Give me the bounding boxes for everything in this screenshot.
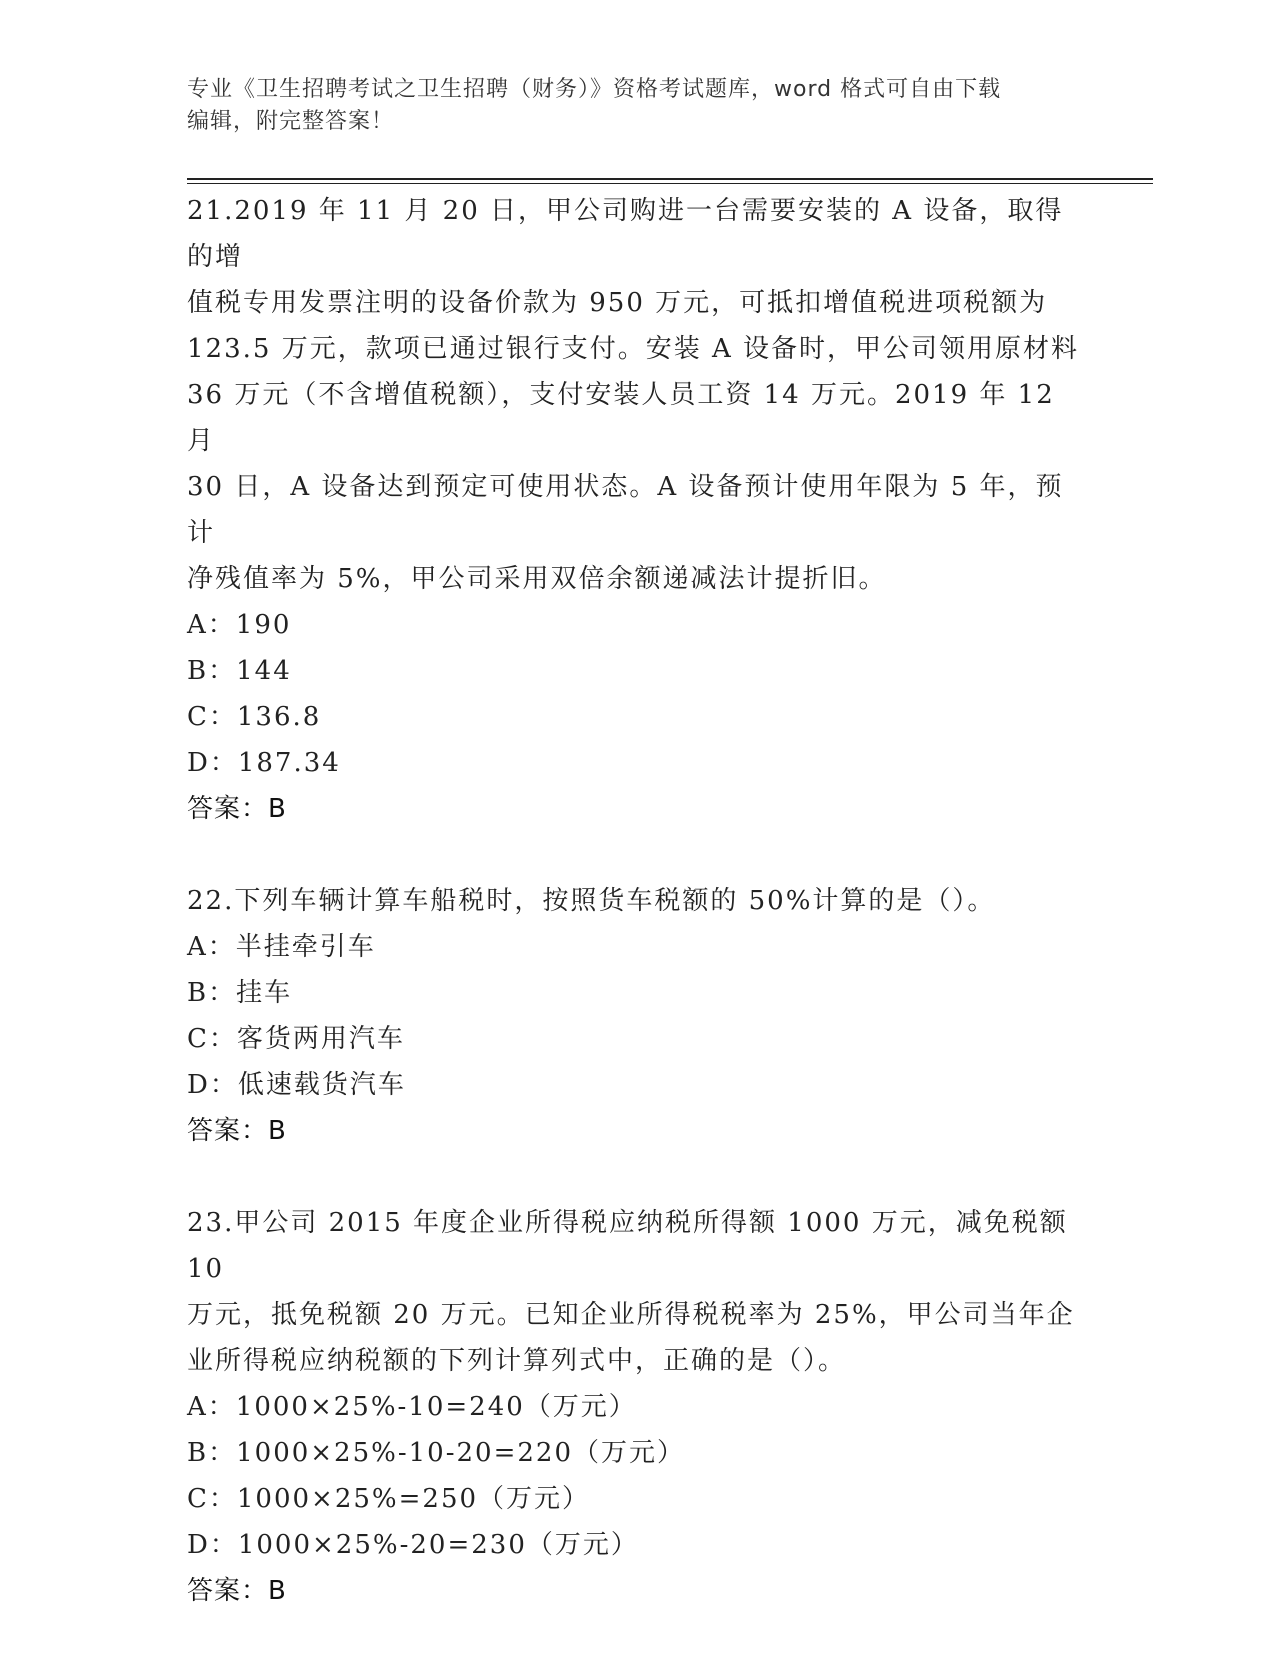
question-list	[187, 188, 1087, 1660]
header-divider-thick	[187, 178, 1153, 180]
option-a: A：190	[187, 610, 292, 640]
question-22	[187, 878, 1087, 1154]
question-stem: 22.下列车辆计算车船税时，按照货车税额的 50%计算的是（）。	[187, 886, 996, 916]
option-d: D：187.34	[187, 748, 341, 778]
question-stem: 21.2019 年 11 月 20 日，甲公司购进一台需要安装的 A 设备，取得的增 值税专用发票注明的设备价款为 950 万元，可抵扣增值税进项税额为 123.5 万元，款项已通过银行支付。安装 A 设备时，甲公司领用原材料 36 万元（不含增值税额），支付安装人员工资 14 万元。2019 年 12 月 30 日，A 设备达到预定可使用状态。A 设备预计使用年限为 5 年，预计 净残值率为 5%，甲公司采用双倍余额递减法计提折旧。	[187, 196, 1080, 594]
option-c: C：客货两用汽车	[187, 1024, 405, 1054]
header-divider-thin	[187, 183, 1153, 184]
option-d: D：低速载货汽车	[187, 1070, 406, 1100]
question-21	[187, 188, 1087, 832]
option-c: C：1000×25%=250（万元）	[187, 1484, 591, 1514]
option-d: D：1000×25%-20=230（万元）	[187, 1530, 639, 1560]
option-b: B：144	[187, 656, 292, 686]
answer-label: 答案：B	[187, 1116, 287, 1146]
option-a: A：半挂牵引车	[187, 932, 376, 962]
answer-label: 答案：B	[187, 1576, 287, 1606]
option-a: A：1000×25%-10=240（万元）	[187, 1392, 637, 1422]
answer-label: 答案：B	[187, 794, 287, 824]
option-c: C：136.8	[187, 702, 322, 732]
question-stem: 23.甲公司 2015 年度企业所得税应纳税所得额 1000 万元，减免税额 10 万元，抵免税额 20 万元。已知企业所得税税率为 25%，甲公司当年企 业所得税应纳税额的下列计算列式中，正确的是（）。	[187, 1208, 1075, 1376]
option-b: B：1000×25%-10-20=220（万元）	[187, 1438, 685, 1468]
question-23	[187, 1200, 1087, 1614]
header-note: 专业《卫生招聘考试之卫生招聘（财务）》资格考试题库，word 格式可自由下载 编辑，附完整答案！	[187, 77, 1002, 134]
option-b: B：挂车	[187, 978, 293, 1008]
